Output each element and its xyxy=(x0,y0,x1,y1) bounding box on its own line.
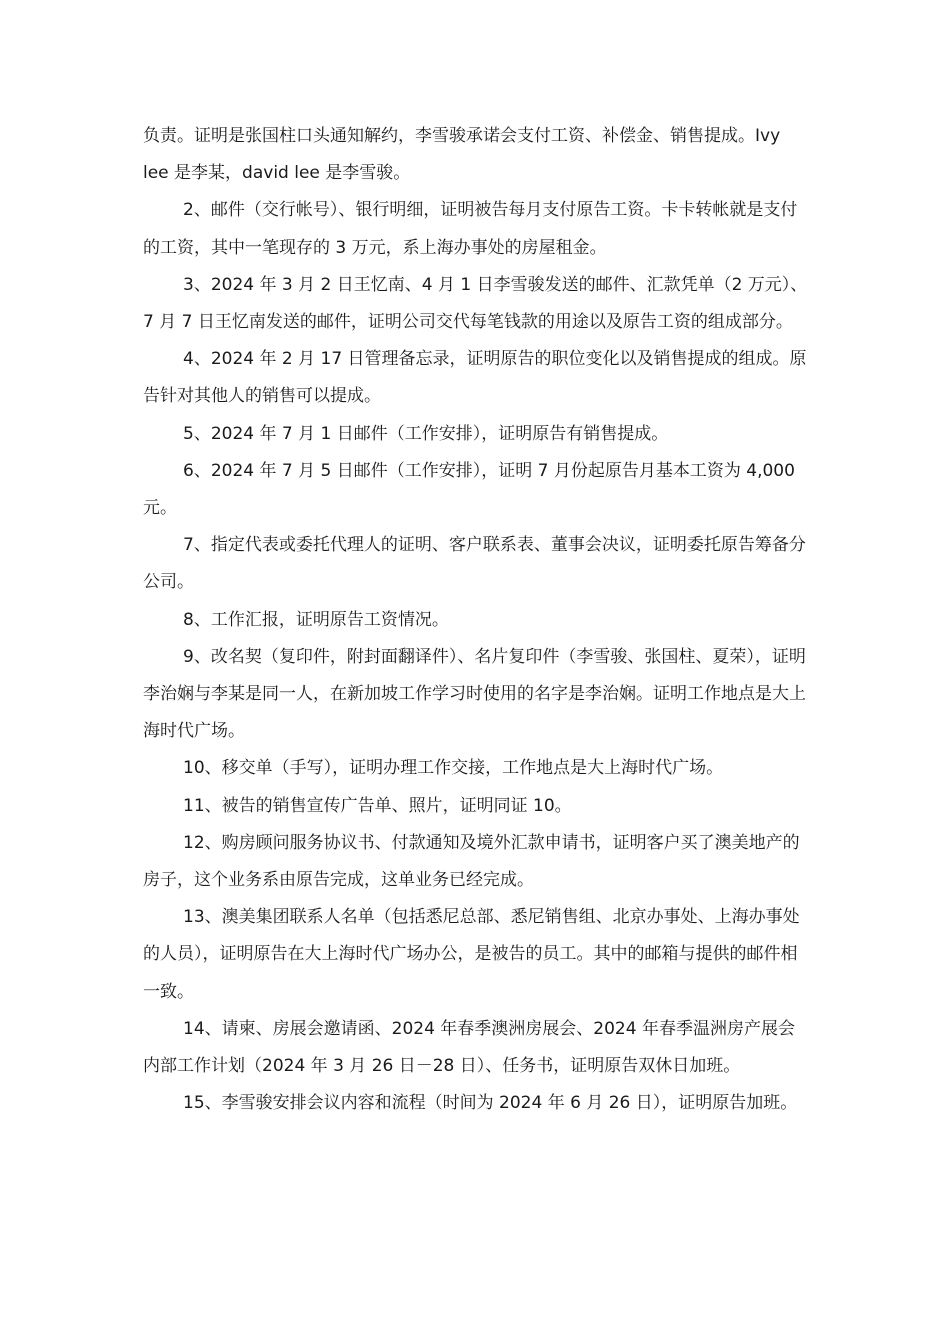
paragraph-2: 2、邮件（交行帐号）、银行明细，证明被告每月支付原告工资。卡卡转帐就是支付的工资，其中一笔现存的 3 万元，系上海办事处的房屋租金。 xyxy=(143,200,798,258)
paragraph-10: 10、移交单（手写），证明办理工作交接，工作地点是大上海时代广场。 xyxy=(183,758,724,779)
paragraph-14: 14、请柬、房展会邀请函、2024 年春季澳洲房展会、2024 年春季温洲房产展会内部工作计划（2024 年 3 月 26 日－28 日）、任务书，证明原告双休日加班。 xyxy=(143,1018,795,1077)
paragraph-13: 13、澳美集团联系人名单（包括悉尼总部、悉尼销售组、北京办事处、上海办事处的人员），证明原告在大上海时代广场办公，是被告的员工。其中的邮箱与提供的邮件相一致。 xyxy=(143,907,800,1002)
paragraph-1: 负责。证明是张国柱口头通知解约，李雪骏承诺会支付工资、补偿金、销售提成。Ivy lee 是李某，david lee 是李雪骏。 xyxy=(143,126,781,184)
paragraph-3: 3、2024 年 3 月 2 日王忆南、4 月 1 日李雪骏发送的邮件、汇款凭单（2 万元）、7 月 7 日王忆南发送的邮件，证明公司交代每笔钱款的用途以及原告工资的组成部分。 xyxy=(143,274,808,333)
paragraph-6: 6、2024 年 7 月 5 日邮件（工作安排），证明 7 月份起原告月基本工资为 4,000 元。 xyxy=(143,460,795,519)
paragraph-15: 15、李雪骏安排会议内容和流程（时间为 2024 年 6 月 26 日），证明原告加班。 xyxy=(183,1093,798,1114)
paragraph-12: 12、购房顾问服务协议书、付款通知及境外汇款申请书，证明客户买了澳美地产的房子，这个业务系由原告完成，这单业务已经完成。 xyxy=(143,832,800,891)
paragraph-11: 11、被告的销售宣传广告单、照片，证明同证 10。 xyxy=(183,795,572,816)
paragraph-8: 8、工作汇报，证明原告工资情况。 xyxy=(183,609,449,630)
paragraph-5: 5、2024 年 7 月 1 日邮件（工作安排），证明原告有销售提成。 xyxy=(183,423,669,444)
paragraph-9: 9、改名契（复印件，附封面翻译件）、名片复印件（李雪骏、张国柱、夏荣），证明李治娴与李某是同一人，在新加坡工作学习时使用的名字是李治娴。证明工作地点是大上海时代广场。 xyxy=(143,646,806,742)
paragraph-4: 4、2024 年 2 月 17 日管理备忘录，证明原告的职位变化以及销售提成的组成。原告针对其他人的销售可以提成。 xyxy=(143,349,807,407)
document-body xyxy=(143,118,808,1122)
paragraph-7: 7、指定代表或委托代理人的证明、客户联系表、董事会决议，证明委托原告筹备分公司。 xyxy=(143,535,806,593)
